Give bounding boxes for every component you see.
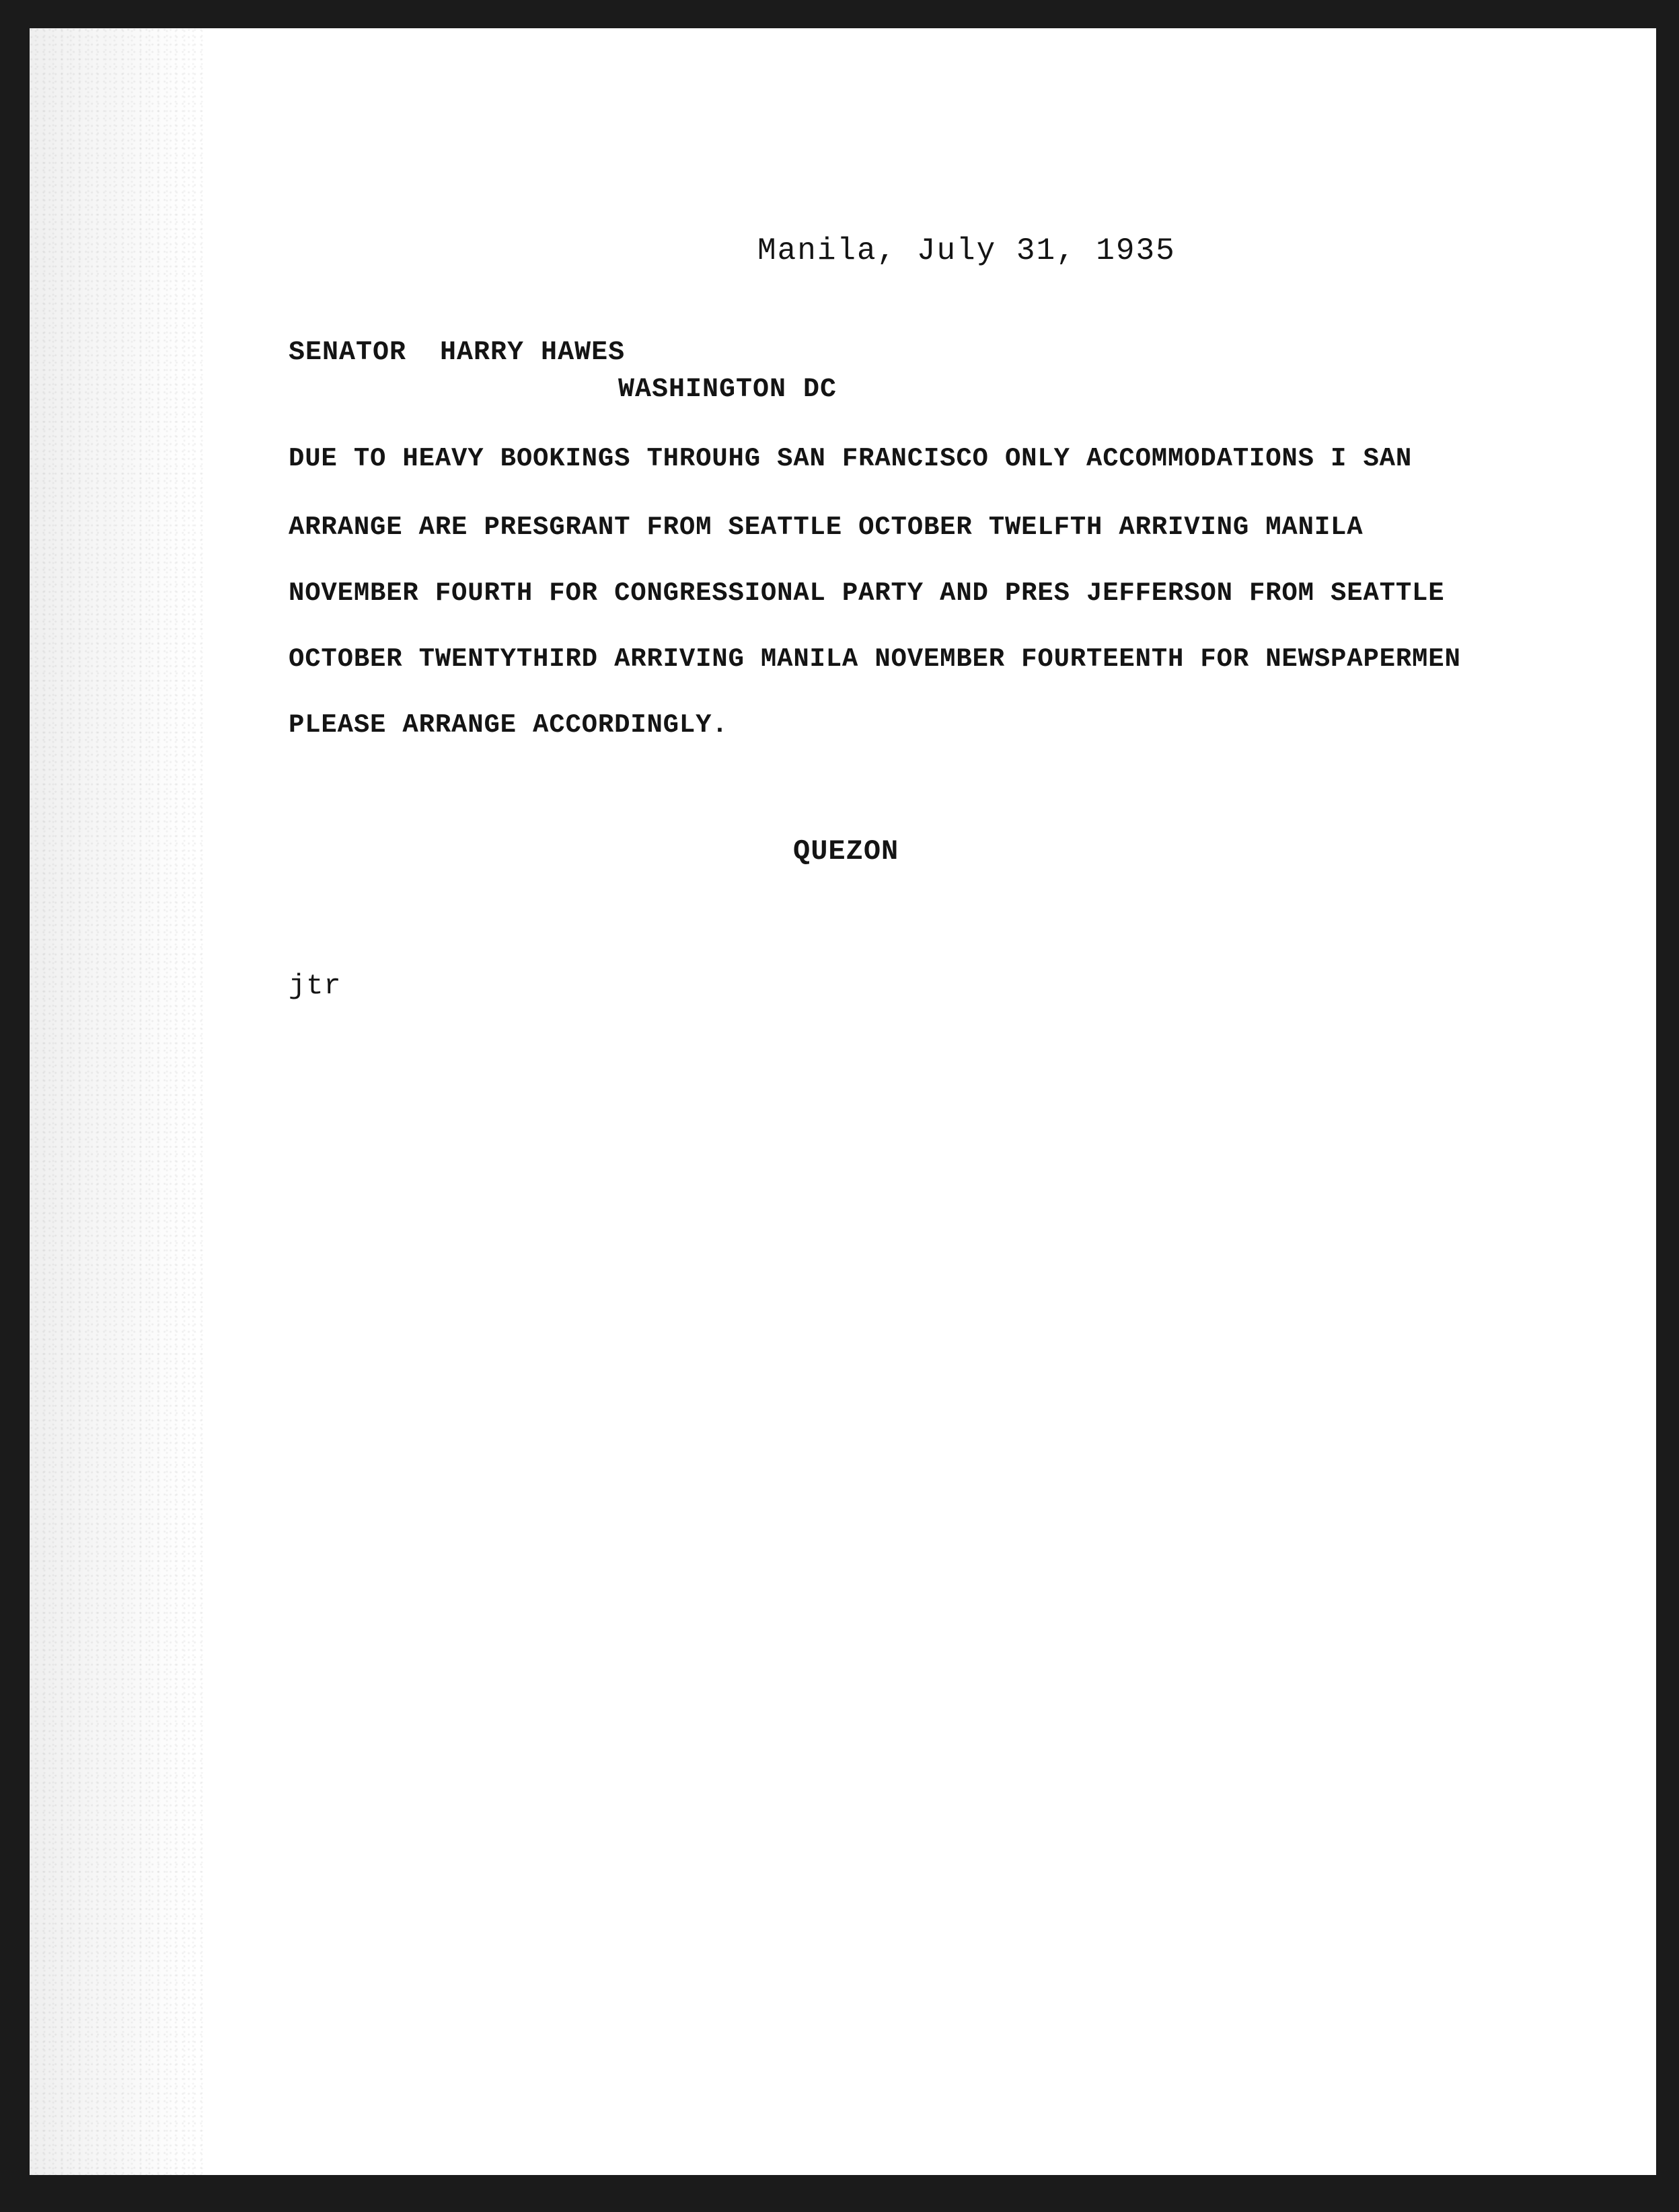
typist-initials: jtr [289, 970, 342, 1002]
body-line-1: DUE TO HEAVY BOOKINGS THROUHG SAN FRANCISCO ONLY ACCOMMODATIONS I SAN [289, 444, 1413, 473]
addressee-name: SENATOR HARRY HAWES [289, 338, 626, 368]
scan-noise [30, 28, 204, 2175]
body-line-5: PLEASE ARRANGE ACCORDINGLY. [289, 710, 729, 740]
body-line-2: ARRANGE ARE PRESGRANT FROM SEATTLE OCTOBER TWELFTH ARRIVING MANILA [289, 512, 1364, 542]
paper-sheet [30, 28, 1656, 2175]
body-line-4: OCTOBER TWENTYTHIRD ARRIVING MANILA NOVEMBER FOURTEENTH FOR NEWSPAPERMEN [289, 644, 1461, 674]
addressee-place: WASHINGTON DC [618, 375, 837, 405]
body-line-3: NOVEMBER FOURTH FOR CONGRESSIONAL PARTY AND PRES JEFFERSON FROM SEATTLE [289, 578, 1445, 608]
signature: QUEZON [793, 835, 899, 868]
document-date: Manila, July 31, 1935 [757, 233, 1176, 268]
